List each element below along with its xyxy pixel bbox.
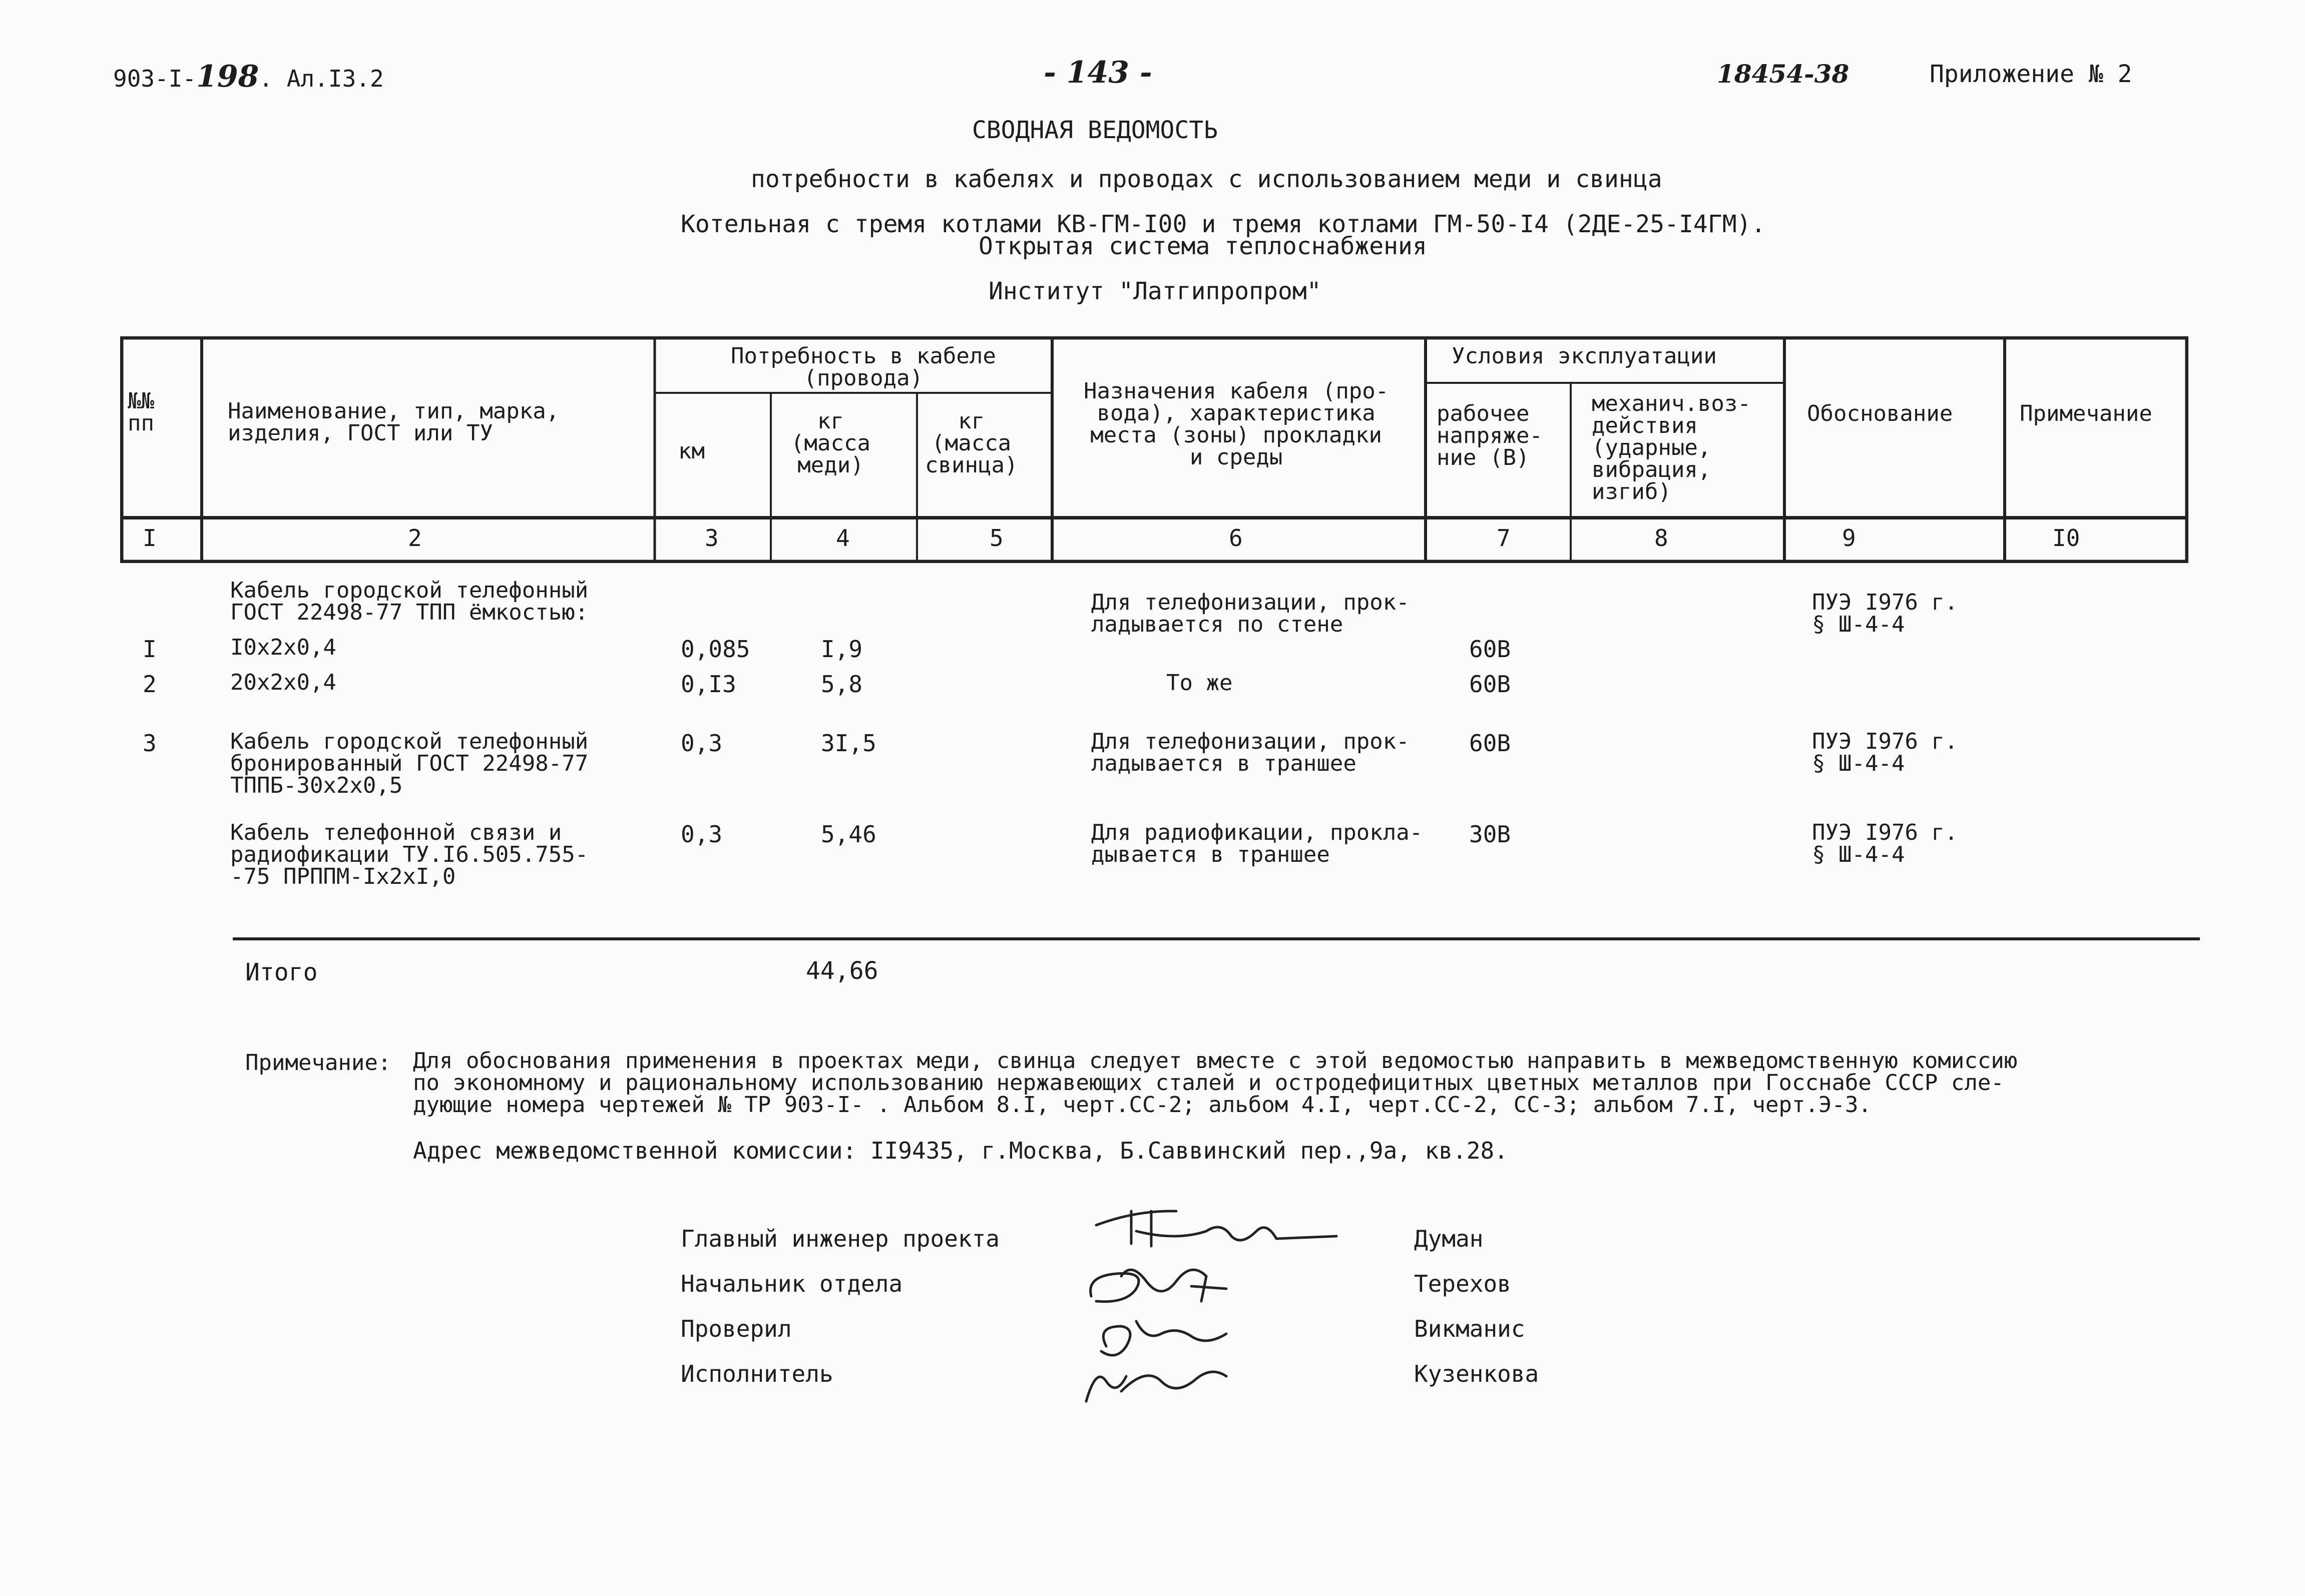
header-mechanical: механич.воз- действия (ударные, вибрация, изгиб) (1592, 391, 1751, 504)
handwritten-signatures (1076, 1201, 1356, 1411)
copper-mass-kg: 5,8 (821, 671, 863, 698)
note-line: Для обоснования применения в проектах меди, свинца следует вместе с этой ведомостью направить в межведомственную комиссию (413, 1048, 2018, 1074)
header-need-group: Потребность в кабеле (провода) (731, 343, 996, 391)
header-voltage: рабочее напряже- ние (В) (1437, 401, 1543, 470)
column-number-3: 3 (705, 524, 719, 552)
row-number: 3 (143, 730, 157, 757)
cable-length-km: 0,3 (681, 821, 723, 848)
header-row-number: №№ пп (128, 388, 154, 436)
document-title (0, 116, 2305, 144)
header-copper-mass: кг (масса меди) (791, 408, 870, 478)
signature-role: Главный инженер проекта (681, 1225, 1000, 1252)
header-basis: Обоснование (1807, 401, 1953, 426)
institute-name: Институт "Латгипропром" (989, 277, 1321, 305)
cable-basis: ПУЭ I976 г. § Ш-4-4 (1812, 820, 1958, 867)
column-number-2: 2 (408, 524, 422, 552)
total-copper-mass: 44,66 (806, 957, 878, 985)
voltage: 60В (1469, 671, 1511, 698)
row-number: 2 (143, 671, 157, 698)
cable-name: Кабель телефонной связи и радиофикации ТУ.I6.505.755- -75 ПРППМ-Iх2хI,0 (230, 820, 589, 889)
cable-purpose: Для телефонизации, прок- ладывается в траншее (1091, 729, 1410, 776)
column-number-5: 5 (990, 524, 1004, 552)
cable-size: 20х2х0,4 (230, 670, 336, 695)
cable-purpose: То же (1166, 670, 1233, 696)
signature-role: Проверил (681, 1315, 792, 1342)
signatory-name: Терехов (1414, 1270, 1511, 1297)
row-number: I (143, 636, 157, 663)
cable-name: Кабель городской телефонный бронированный ГОСТ 22498-77 ТППБ-30х2х0,5 (230, 729, 589, 798)
column-number-1: I (143, 524, 157, 552)
cable-size: I0х2х0,4 (230, 635, 336, 660)
copper-mass-kg: 5,46 (821, 821, 876, 848)
signatory-name: Думан (1414, 1225, 1484, 1252)
header-lead-mass: кг (масса свинца) (925, 408, 1018, 478)
header-item-name: Наименование, тип, марка, изделия, ГОСТ или ТУ (228, 398, 560, 446)
cable-name: Кабель городской телефонный ГОСТ 22498-77 ТПП ёмкостью: (230, 578, 589, 625)
column-number-7: 7 (1497, 524, 1511, 552)
voltage: 60В (1469, 730, 1511, 757)
document-code (113, 59, 384, 94)
cable-length-km: 0,I3 (681, 671, 736, 698)
note-line: по экономному и рациональному использованию нержавеющих сталей и остродефицитных цветных металлов при Госснабе СССР сле- (413, 1070, 2004, 1096)
column-number-4: 4 (836, 524, 850, 552)
signatory-name: Кузенкова (1414, 1360, 1539, 1387)
voltage: 60В (1469, 636, 1511, 663)
object-description-line-2: Открытая система теплоснабжения (979, 232, 1427, 260)
cable-purpose: Для телефонизации, прок- ладывается по стене (1091, 590, 1410, 637)
appendix-label: Приложение № 2 (1930, 60, 2132, 88)
header-cable-purpose: Назначения кабеля (про- вода), характеристика места (зоны) прокладки и среды (1084, 378, 1389, 470)
signature-role: Начальник отдела (681, 1270, 903, 1297)
signatory-name: Викманис (1414, 1315, 1525, 1342)
cable-basis: ПУЭ I976 г. § Ш-4-4 (1812, 729, 1958, 776)
signature-role: Исполнитель (681, 1360, 833, 1387)
cable-purpose: Для радиофикации, прокла- дывается в траншее (1091, 820, 1423, 867)
inventory-number: 18454-38 (1717, 59, 1850, 89)
cable-length-km: 0,085 (681, 636, 750, 663)
note-label: Примечание: (245, 1050, 391, 1076)
document-subtitle: потребности в кабелях и проводах с использованием меди и свинца (751, 165, 1662, 193)
cable-basis: ПУЭ I976 г. § Ш-4-4 (1812, 590, 1958, 637)
total-label: Итого (245, 958, 318, 986)
header-km: км (678, 438, 705, 464)
voltage: 30В (1469, 821, 1511, 848)
column-number-10: I0 (2052, 524, 2080, 552)
header-conditions-group: Условия эксплуатации (1452, 343, 1717, 369)
header-remark: Примечание (2020, 401, 2152, 426)
total-divider (233, 937, 2200, 940)
document-title-text: СВОДНАЯ ВЕДОМОСТЬ (972, 116, 1218, 144)
copper-mass-kg: I,9 (821, 636, 863, 663)
note-line: дующие номера чертежей № ТР 903-I- . Альбом 8.I, черт.СС-2; альбом 4.I, черт.СС-2, СС-3; альбом 7.I, черт.Э-3. (413, 1092, 1872, 1118)
copper-mass-kg: 3I,5 (821, 730, 876, 757)
page-number: - 143 - (1044, 55, 1152, 90)
document-code-prefix: 903-I- (113, 65, 197, 92)
document-code-handwritten: 198 (196, 59, 259, 94)
object-description-line-1: Котельная с тремя котлами КВ-ГМ-I00 и тремя котлами ГМ-50-I4 (2ДЕ-25-I4ГМ). (681, 210, 1766, 238)
column-number-9: 9 (1842, 524, 1856, 552)
column-number-6: 6 (1229, 524, 1243, 552)
cable-length-km: 0,3 (681, 730, 723, 757)
document-code-suffix: . Ал.I3.2 (259, 65, 384, 92)
column-number-8: 8 (1654, 524, 1668, 552)
commission-address: Адрес межведомственной комиссии: II9435, г.Москва, Б.Саввинский пер.,9а, кв.28. (413, 1137, 1508, 1164)
